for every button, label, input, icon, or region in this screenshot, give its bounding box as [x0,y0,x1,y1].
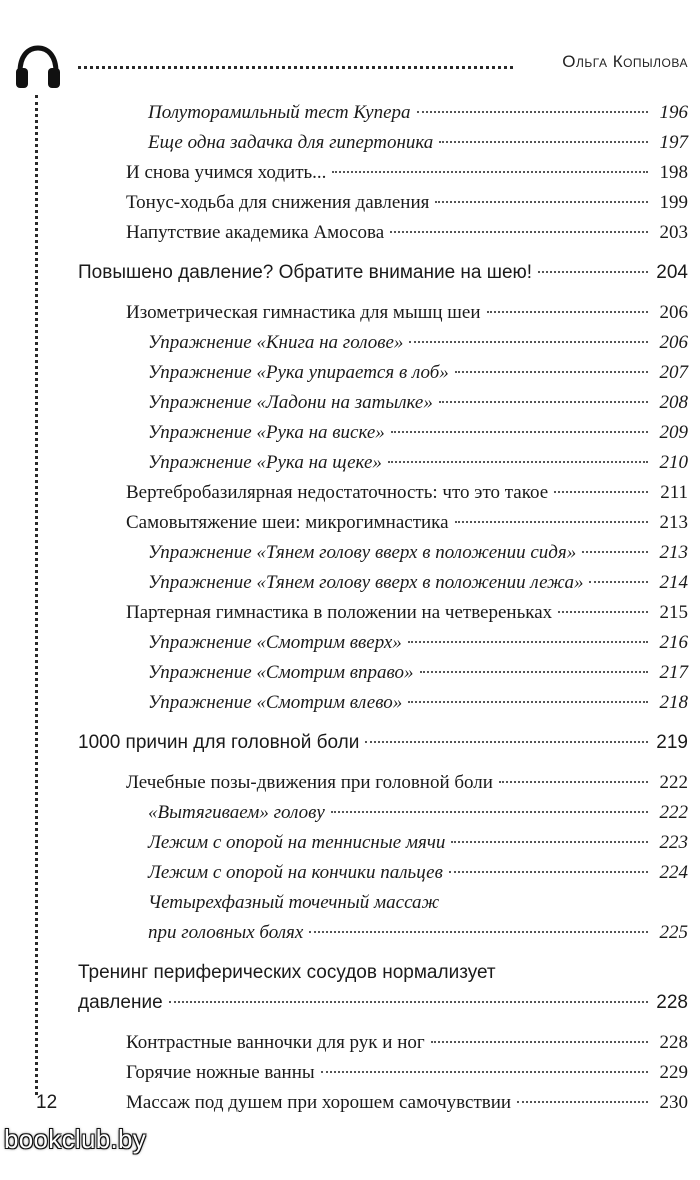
dot-leader [388,461,648,463]
toc-entry-title: Самовытяжение шеи: микрогимнастика [126,512,449,533]
toc-entry-title: Упражнение «Ладони на затылке» [148,392,433,413]
toc-page-number: 215 [659,602,688,623]
toc-page-number: 204 [656,262,688,283]
toc-page-number: 211 [660,482,688,503]
toc-chapter-entry [0,958,700,1018]
toc-entry [0,768,700,798]
toc-entry [0,1058,700,1088]
toc-entry [0,1088,700,1118]
toc-page-number: 197 [659,132,688,153]
section-gap [0,288,700,298]
dot-leader [408,701,648,703]
toc-page-number: 196 [659,102,688,123]
dot-leader [417,111,648,113]
toc-entry-title: Лечебные позы-движения при головной боли [126,772,493,793]
toc-page-number: 203 [659,222,688,243]
dot-leader [409,341,648,343]
toc-entry-title: Повышено давление? Обратите внимание на шею! [78,262,533,283]
dot-leader [309,931,648,933]
toc-entry-title: Полуторамильный тест Купера [148,102,411,123]
dot-leader [499,781,648,783]
dot-leader [435,201,648,203]
dot-leader [321,1071,648,1073]
toc-entry [0,98,700,128]
toc-entry [0,798,700,828]
toc-entry-title: Упражнение «Рука на виске» [148,422,385,443]
toc-entry-title: Контрастные ванночки для рук и ног [126,1032,425,1053]
table-of-contents [0,98,700,1118]
toc-entry-title: Лежим с опорой на теннисные мячи [148,832,446,853]
dot-leader [331,811,648,813]
toc-page-number: 210 [659,452,688,473]
toc-entry-title: «Вытягиваем» голову [148,802,325,823]
toc-entry-title: Еще одна задачка для гипертоника [148,132,434,153]
toc-entry-title: 1000 причин для головной боли [78,732,360,753]
dot-leader [451,841,648,843]
headphones-icon [14,44,62,90]
dot-leader [558,611,648,613]
toc-page-number: 216 [659,632,688,653]
section-gap [0,1018,700,1028]
toc-entry-title: Упражнение «Смотрим влево» [148,692,403,713]
toc-page-number: 209 [659,422,688,443]
toc-page-number: 206 [659,332,688,353]
toc-entry-title: И снова учимся ходить... [126,162,327,183]
toc-entry-title-line: Четырехфазный точечный массаж [148,892,440,913]
toc-entry-title: Упражнение «Смотрим вправо» [148,662,414,683]
dot-leader [455,521,648,523]
dot-leader [582,551,648,553]
toc-entry [0,358,700,388]
toc-entry [0,858,700,888]
toc-page-number: 228 [659,1032,688,1053]
section-gap [0,948,700,958]
toc-entry-title: Упражнение «Книга на голове» [148,332,404,353]
dot-leader [439,401,648,403]
toc-entry [0,598,700,628]
toc-entry [0,478,700,508]
toc-chapter-entry [0,728,700,758]
dot-leader [487,311,649,313]
toc-entry-title: Лежим с опорой на кончики пальцев [148,862,443,883]
toc-entry [0,828,700,858]
toc-entry-title: Упражнение «Смотрим вверх» [148,632,402,653]
toc-page-number: 208 [659,392,688,413]
dot-leader [449,871,648,873]
toc-entry [0,298,700,328]
toc-entry-title-line: Тренинг периферических сосудов нормализует [78,962,496,983]
dot-leader [517,1101,648,1103]
toc-entry [0,568,700,598]
toc-entry [0,628,700,658]
toc-page-number: 199 [659,192,688,213]
section-gap [0,758,700,768]
toc-entry [0,658,700,688]
toc-page-number: 214 [659,572,688,593]
toc-entry [0,448,700,478]
dot-leader [431,1041,648,1043]
toc-entry [0,418,700,448]
toc-page-number: 230 [659,1092,688,1113]
dot-leader [332,171,648,173]
dot-leader [390,231,648,233]
toc-entry-title: Упражнение «Тянем голову вверх в положении сидя» [148,542,577,563]
toc-entry [0,128,700,158]
toc-entry-title: Упражнение «Тянем голову вверх в положении лежа» [148,572,584,593]
toc-entry-title: Изометрическая гимнастика для мышц шеи [126,302,481,323]
dot-leader [554,491,648,493]
toc-entry [0,538,700,568]
toc-entry [0,888,700,948]
toc-page-number: 228 [656,992,688,1013]
toc-page-number: 229 [659,1062,688,1083]
toc-entry [0,328,700,358]
toc-entry [0,218,700,248]
toc-page-number: 218 [659,692,688,713]
site-watermark: bookclub.by [4,1124,147,1154]
dot-leader [420,671,648,673]
running-header-author: Ольга Копылова [562,52,688,71]
toc-page-number: 206 [659,302,688,323]
toc-entry [0,688,700,718]
toc-page-number: 219 [656,732,688,753]
toc-entry-title-line: давление [78,992,163,1013]
toc-page-number: 222 [659,772,688,793]
toc-page-number: 223 [659,832,688,853]
toc-entry [0,388,700,418]
toc-page-number: 207 [659,362,688,383]
dot-leader [455,371,648,373]
dot-leader [169,1001,648,1003]
dot-leader [439,141,648,143]
toc-entry-title: Партерная гимнастика в положении на четвереньках [126,602,553,623]
section-gap [0,248,700,258]
dot-leader [408,641,648,643]
toc-entry [0,158,700,188]
section-gap [0,718,700,728]
toc-entry-title: Упражнение «Рука упирается в лоб» [148,362,449,383]
toc-entry-title: Массаж под душем при хорошем самочувствии [126,1092,512,1113]
toc-entry-title: Напутствие академика Амосова [126,222,385,243]
page-number: 12 [36,1092,58,1113]
toc-page-number: 213 [659,542,688,563]
toc-entry [0,188,700,218]
dot-leader [365,741,648,743]
toc-entry-title: Вертебробазилярная недостаточность: что это такое [126,482,549,503]
toc-page-number: 213 [659,512,688,533]
toc-entry-title: Тонус-ходьба для снижения давления [126,192,430,213]
toc-page-number: 224 [659,862,688,883]
toc-page-number: 225 [659,922,688,943]
toc-entry-title-line: при головных болях [148,922,304,943]
toc-page-number: 222 [659,802,688,823]
toc-entry [0,1028,700,1058]
toc-page-number: 217 [659,662,688,683]
toc-entry-title: Горячие ножные ванны [126,1062,315,1083]
dot-leader [589,581,648,583]
header-dotted-rule [78,66,513,69]
toc-entry-title: Упражнение «Рука на щеке» [148,452,382,473]
dot-leader [391,431,648,433]
toc-chapter-entry [0,258,700,288]
toc-entry [0,508,700,538]
dot-leader [538,271,648,273]
toc-page-number: 198 [659,162,688,183]
